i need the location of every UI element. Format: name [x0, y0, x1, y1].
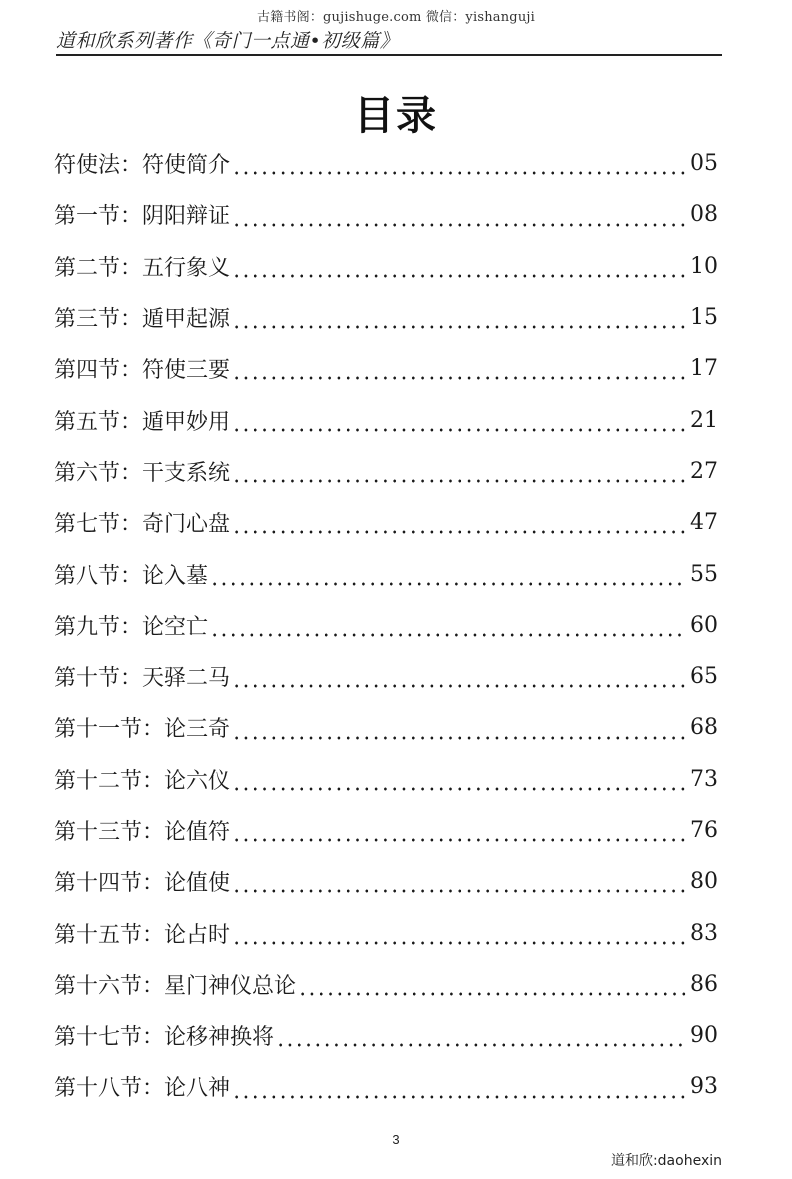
toc-dot-leader — [298, 974, 686, 996]
toc-entry — [54, 241, 718, 292]
toc-entry-label: 第二节：五行象义 — [54, 255, 231, 281]
toc-dot-leader — [232, 307, 686, 329]
toc-entry-label: 第八节：论入墓 — [54, 563, 209, 589]
toc-entry — [54, 651, 718, 702]
toc-dot-leader — [232, 923, 686, 945]
toc-dot-leader — [232, 358, 686, 380]
toc-dot-leader — [232, 718, 686, 740]
toc-entry — [54, 907, 718, 958]
toc-dot-leader — [232, 512, 686, 534]
toc-dot-leader — [232, 153, 686, 175]
toc-entry-page: 80 — [690, 869, 718, 895]
toc-dot-leader — [232, 820, 686, 842]
toc-dot-leader — [232, 1077, 686, 1099]
toc-entry-label: 第三节：遁甲起源 — [54, 307, 231, 333]
toc-entry-page: 05 — [690, 151, 718, 177]
toc-entry — [54, 446, 718, 497]
toc-entry-label: 第十节：天驿二马 — [54, 666, 231, 692]
toc-entry — [54, 600, 718, 651]
toc-entry-page: 76 — [690, 818, 718, 843]
page-number: 3 — [392, 1132, 400, 1147]
toc-entry — [54, 1061, 718, 1112]
toc-entry-label: 第四节：符使三要 — [54, 358, 231, 384]
toc-dot-leader — [232, 769, 686, 791]
toc-entry-label: 第十二节：论六仪 — [54, 768, 231, 794]
toc-entry-label: 第十三节：论值符 — [54, 820, 231, 845]
toc-entry — [54, 856, 718, 907]
toc-entry-label: 第一节：阴阳辩证 — [54, 204, 231, 230]
toc-entry-label: 第十四节：论值使 — [54, 871, 231, 897]
toc-entry-page: 55 — [690, 561, 718, 587]
toc-entry-page: 90 — [690, 1023, 718, 1049]
toc-entry — [54, 702, 718, 753]
toc-dot-leader — [232, 666, 686, 688]
toc-entry — [54, 292, 718, 343]
toc-entry-page: 27 — [690, 458, 718, 484]
toc-entry-label: 第五节：遁甲妙用 — [54, 409, 231, 435]
watermark-text: 古籍书阁：gujishuge.com 微信：yishanguji — [257, 10, 535, 25]
toc-entry-page: 86 — [690, 971, 718, 997]
toc-entry — [54, 548, 718, 599]
toc-dot-leader — [232, 410, 686, 432]
toc-entry-page: 08 — [690, 202, 718, 228]
toc-entry-page: 83 — [690, 920, 718, 946]
toc-entry-label: 第九节：论空亡 — [54, 614, 209, 640]
toc-entry-label: 第十一节：论三奇 — [54, 717, 231, 743]
toc-entry — [54, 138, 718, 189]
toc-entry — [54, 189, 718, 240]
toc-dot-leader — [210, 564, 686, 586]
toc-entry — [54, 497, 718, 548]
toc-entry-label: 第十六节：星门神仪总论 — [54, 973, 297, 999]
toc-dot-leader — [232, 871, 686, 893]
toc-entry-label: 第十七节：论移神换将 — [54, 1025, 275, 1051]
toc-entry — [54, 394, 718, 445]
table-of-contents — [54, 138, 718, 1113]
toc-entry-page: 15 — [690, 305, 718, 331]
toc-entry — [54, 343, 718, 394]
toc-entry-label: 第十五节：论占时 — [54, 922, 231, 948]
toc-entry-label: 第七节：奇门心盘 — [54, 512, 231, 538]
toc-entry-page: 65 — [690, 664, 718, 690]
running-header — [56, 30, 722, 56]
toc-entry-page: 21 — [690, 407, 718, 433]
toc-entry-page: 60 — [690, 612, 718, 638]
toc-dot-leader — [232, 461, 686, 483]
toc-entry-page: 17 — [690, 356, 718, 382]
toc-entry-label: 第六节：干支系统 — [54, 460, 231, 486]
toc-dot-leader — [232, 256, 686, 278]
toc-entry-page: 68 — [690, 715, 718, 741]
toc-entry-page: 93 — [690, 1074, 718, 1100]
footer-credit: 道和欣:daohexin — [610, 1153, 722, 1169]
toc-entry-page: 47 — [690, 510, 718, 536]
toc-entry-label: 符使法：符使简介 — [54, 153, 231, 179]
toc-entry-page: 73 — [690, 766, 718, 792]
toc-entry-label: 第十八节：论八神 — [54, 1076, 231, 1102]
toc-entry — [54, 754, 718, 805]
running-header-title: 道和欣系列著作《奇门一点通•初级篇》 — [56, 30, 400, 52]
toc-entry — [54, 805, 718, 856]
toc-entry-page: 10 — [690, 253, 718, 279]
page-title: 目录 — [354, 93, 438, 139]
toc-dot-leader — [232, 205, 686, 227]
toc-entry — [54, 959, 718, 1010]
toc-dot-leader — [210, 615, 686, 637]
toc-dot-leader — [276, 1025, 686, 1047]
toc-entry — [54, 1010, 718, 1061]
